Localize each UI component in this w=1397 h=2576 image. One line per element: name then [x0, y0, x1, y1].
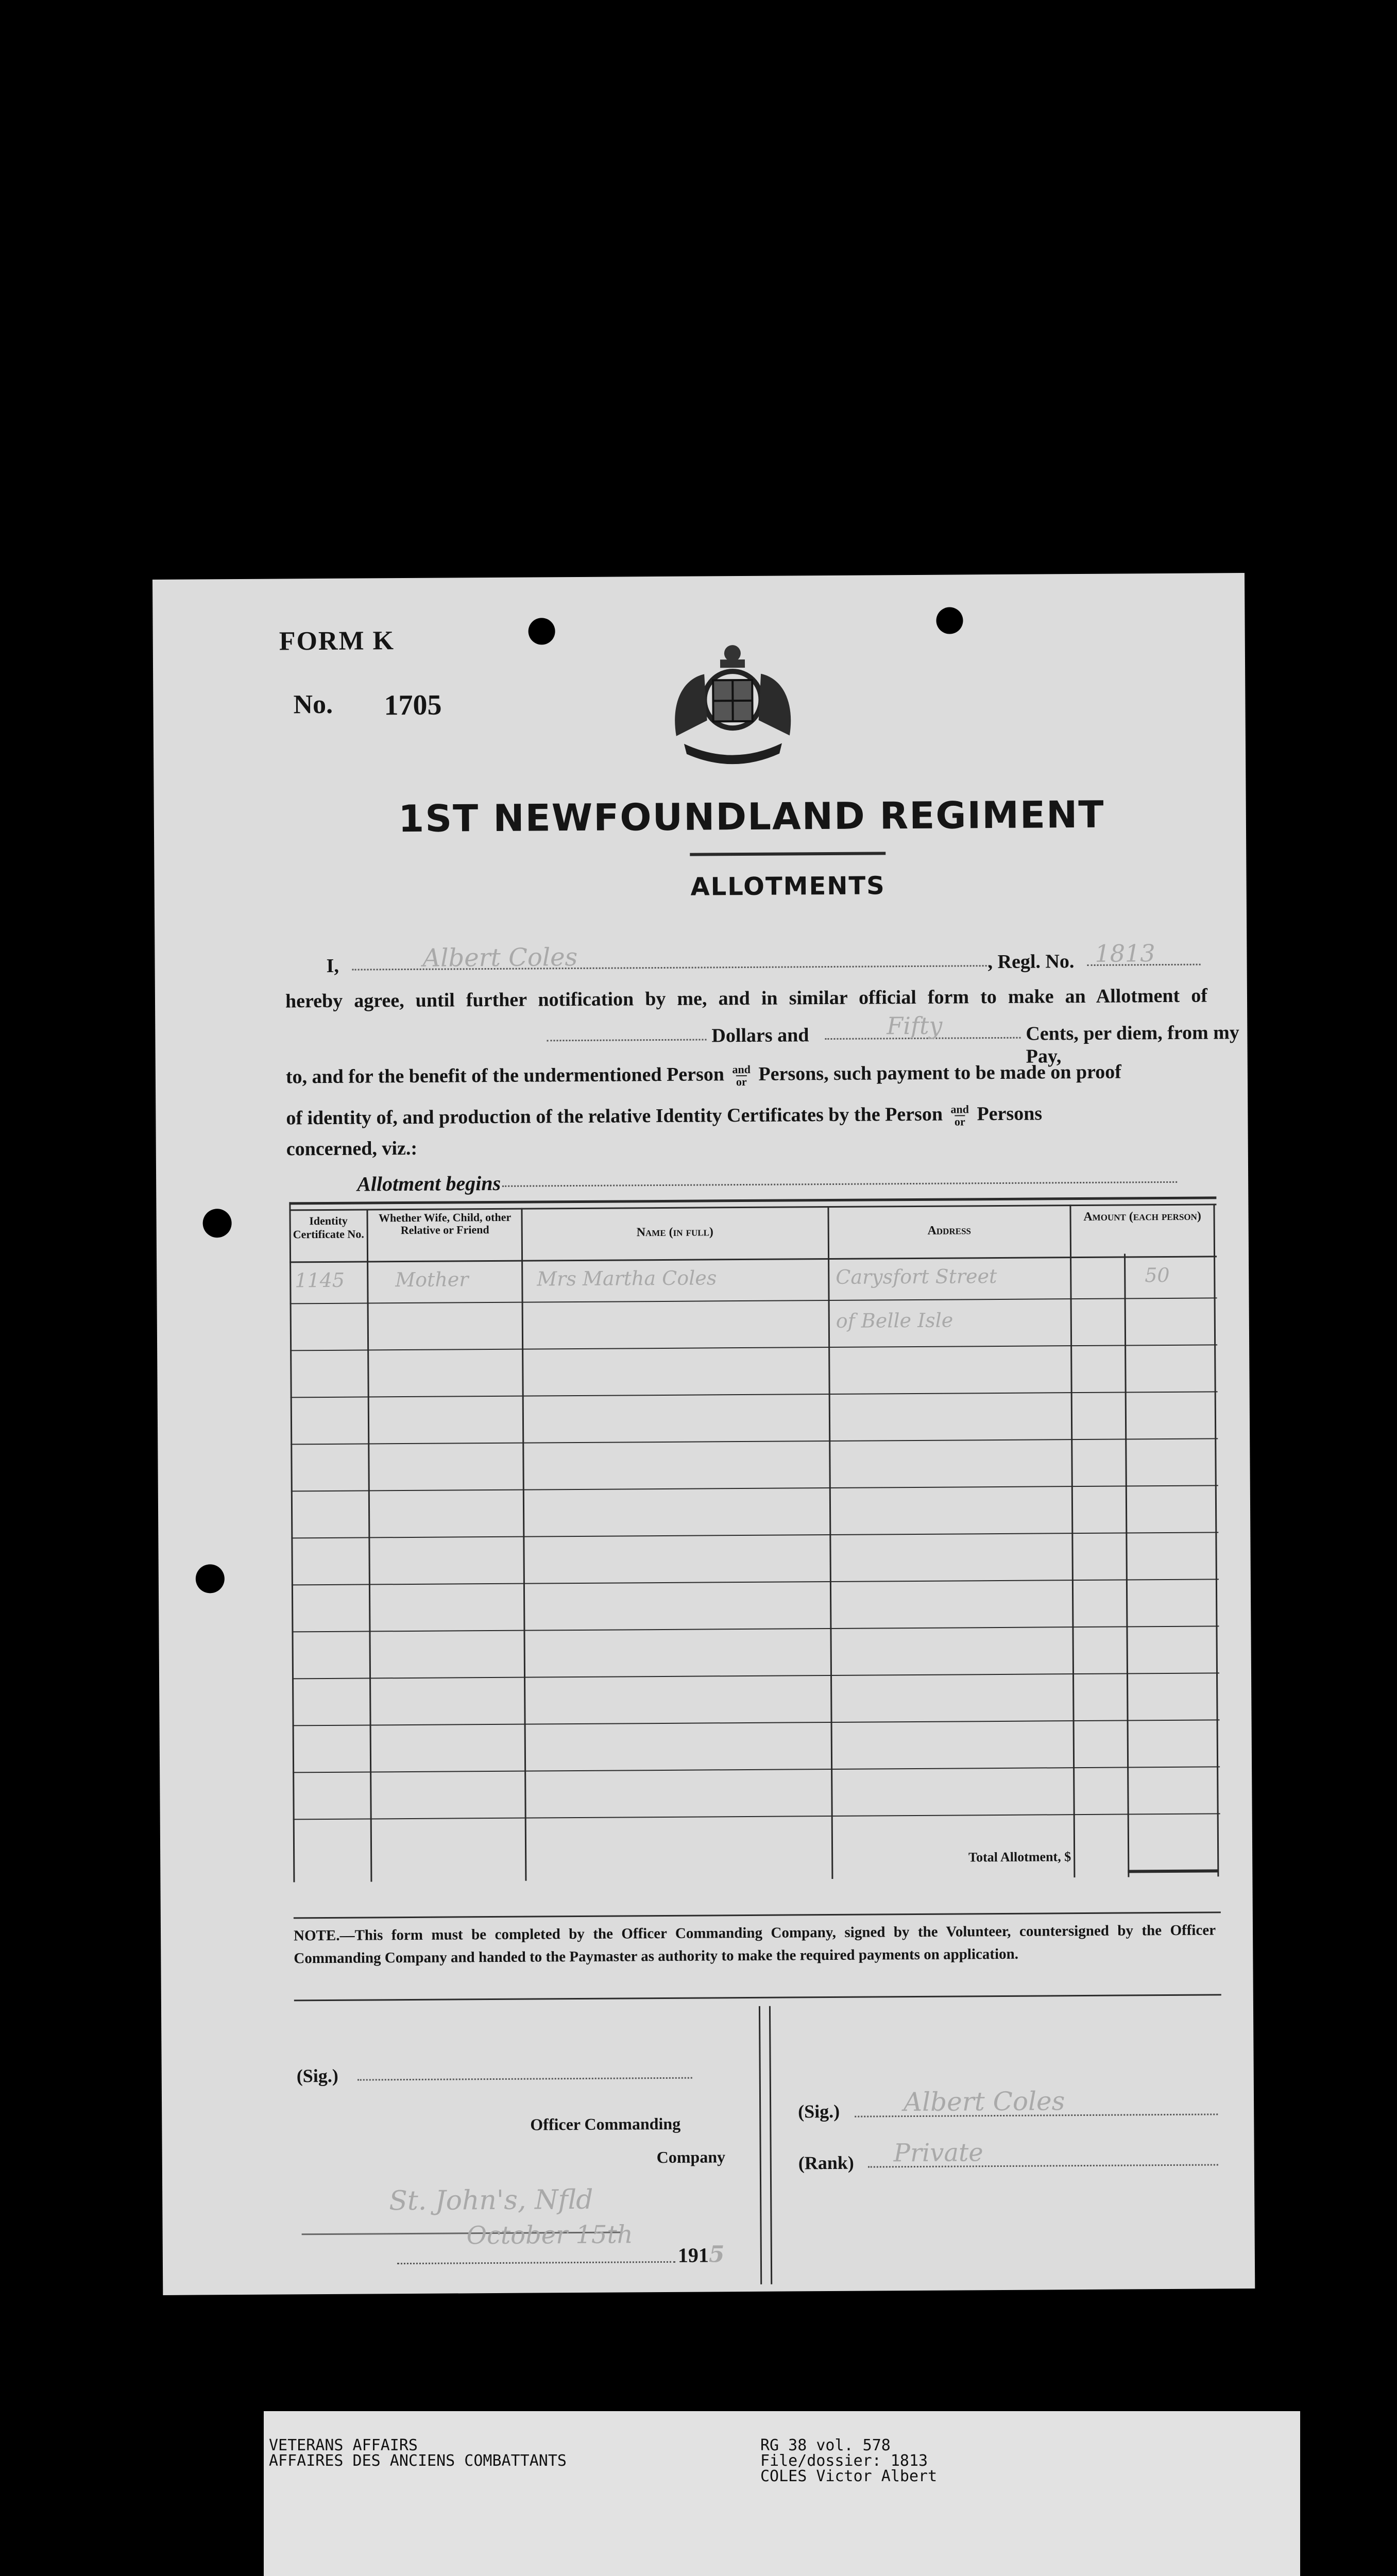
form-sheet	[152, 573, 1255, 2295]
line4-part1: to, and for the benefit of the undermentioned Person	[285, 1063, 725, 1088]
pledge-line-4	[286, 1061, 1121, 1091]
cents-amount: Fifty	[887, 1011, 943, 1040]
year-printed	[678, 2241, 725, 2268]
signature-divider	[769, 2006, 772, 2284]
header-name: Name (in full)	[636, 1225, 713, 1240]
rank-label: (Rank)	[798, 2152, 854, 2174]
or-text: or	[736, 1075, 747, 1089]
form-id: FORM K	[279, 626, 395, 656]
dollars-line	[547, 1039, 706, 1041]
pledge-line-5	[286, 1102, 1042, 1131]
punch-hole	[202, 1209, 231, 1238]
label-agency-en: VETERANS AFFAIRS	[269, 2436, 418, 2454]
officer-commanding-label: Officer Commanding	[530, 2114, 681, 2134]
rank-handwritten: Private	[893, 2138, 983, 2168]
header-relation: Whether Wife, Child, other Relative or Friend	[378, 1210, 512, 1237]
allotment-table	[289, 1196, 1220, 1908]
place-handwritten: St. John's, Nfld	[389, 2184, 593, 2217]
allotment-begins-label: Allotment begins	[357, 1171, 501, 1196]
row1-relation: Mother	[395, 1268, 469, 1292]
coat-of-arms-icon	[655, 642, 810, 767]
total-allotment-label: Total Allotment, $	[968, 1849, 1071, 1865]
punch-hole	[528, 618, 555, 645]
label-file-number: File/dossier: 1813	[760, 2452, 928, 2470]
cents-label: Cents, per diem, from my Pay,	[1026, 1022, 1239, 1067]
line5-part1: of identity of, and production of the relative Identity Certificates by the Person	[286, 1103, 943, 1129]
row2-address: of Belle Isle	[836, 1309, 953, 1332]
form-title: 1ST NEWFOUNDLAND REGIMENT	[398, 792, 1105, 841]
pledge-line-6: concerned, viz.:	[286, 1137, 418, 1160]
row1-address: Carysfort Street	[836, 1265, 997, 1289]
and-text: and	[950, 1103, 969, 1116]
officer-sig-label: (Sig.)	[296, 2065, 338, 2087]
pledge-line-2: hereby agree, until further notification by me, and in similar official form to make an Allotment of	[285, 985, 1208, 1012]
header-identity-cert: Identity Certificate No.	[293, 1214, 364, 1241]
year-prefix: 191	[677, 2243, 709, 2267]
officer-sig-line	[357, 2077, 692, 2081]
or-text: or	[954, 1115, 965, 1128]
label-agency-fr: AFFAIRES DES ANCIENS COMBATTANTS	[269, 2452, 567, 2470]
date-line	[397, 2261, 675, 2264]
note-rule-top	[294, 1911, 1221, 1919]
pledge-prefix: I,	[326, 955, 339, 977]
note-paragraph	[294, 1919, 1216, 1970]
year-handwritten: 5	[708, 2241, 725, 2268]
number-label: No.	[293, 689, 333, 720]
archive-label-card	[264, 2411, 1300, 2576]
regl-label: , Regl. No.	[987, 951, 1075, 973]
punch-hole	[936, 607, 963, 634]
form-number: 1705	[384, 689, 442, 722]
line5-part2: Persons	[977, 1103, 1043, 1125]
and-text: and	[732, 1063, 751, 1076]
line4-part2: Persons, such payment to be made on proof	[758, 1061, 1122, 1085]
row1-cert: 1145	[295, 1268, 345, 1292]
date-handwritten: October 15th	[466, 2220, 633, 2250]
regl-number: 1813	[1095, 939, 1155, 968]
volunteer-name: Albert Coles	[422, 942, 578, 973]
row1-amount: 50	[1145, 1263, 1170, 1287]
signature-divider	[759, 2006, 762, 2284]
label-person-name: COLES Victor Albert	[760, 2467, 938, 2485]
title-rule	[690, 852, 885, 856]
header-address: Address	[927, 1224, 972, 1238]
volunteer-sig-label: (Sig.)	[798, 2100, 840, 2122]
row1-name: Mrs Martha Coles	[537, 1266, 717, 1291]
allotment-begins-line	[502, 1181, 1177, 1187]
form-subtitle: ALLOTMENTS	[690, 871, 885, 902]
note-rule-bottom	[294, 1994, 1221, 2001]
header-amount: Amount (each person)	[1083, 1209, 1201, 1224]
volunteer-signature: Albert Coles	[903, 2086, 1065, 2117]
dollars-label: Dollars and	[711, 1024, 809, 1047]
company-label: Company	[656, 2147, 726, 2167]
note-text: —This form must be completed by the Officer Commanding Company, signed by the Volunteer, countersigned by the Officer Commanding Company and handed to the Paymaster as authority to make the required payments on application.	[294, 1922, 1216, 1967]
label-record-group: RG 38 vol. 578	[760, 2436, 891, 2454]
note-label: NOTE.	[293, 1927, 340, 1944]
punch-hole	[196, 1564, 225, 1593]
